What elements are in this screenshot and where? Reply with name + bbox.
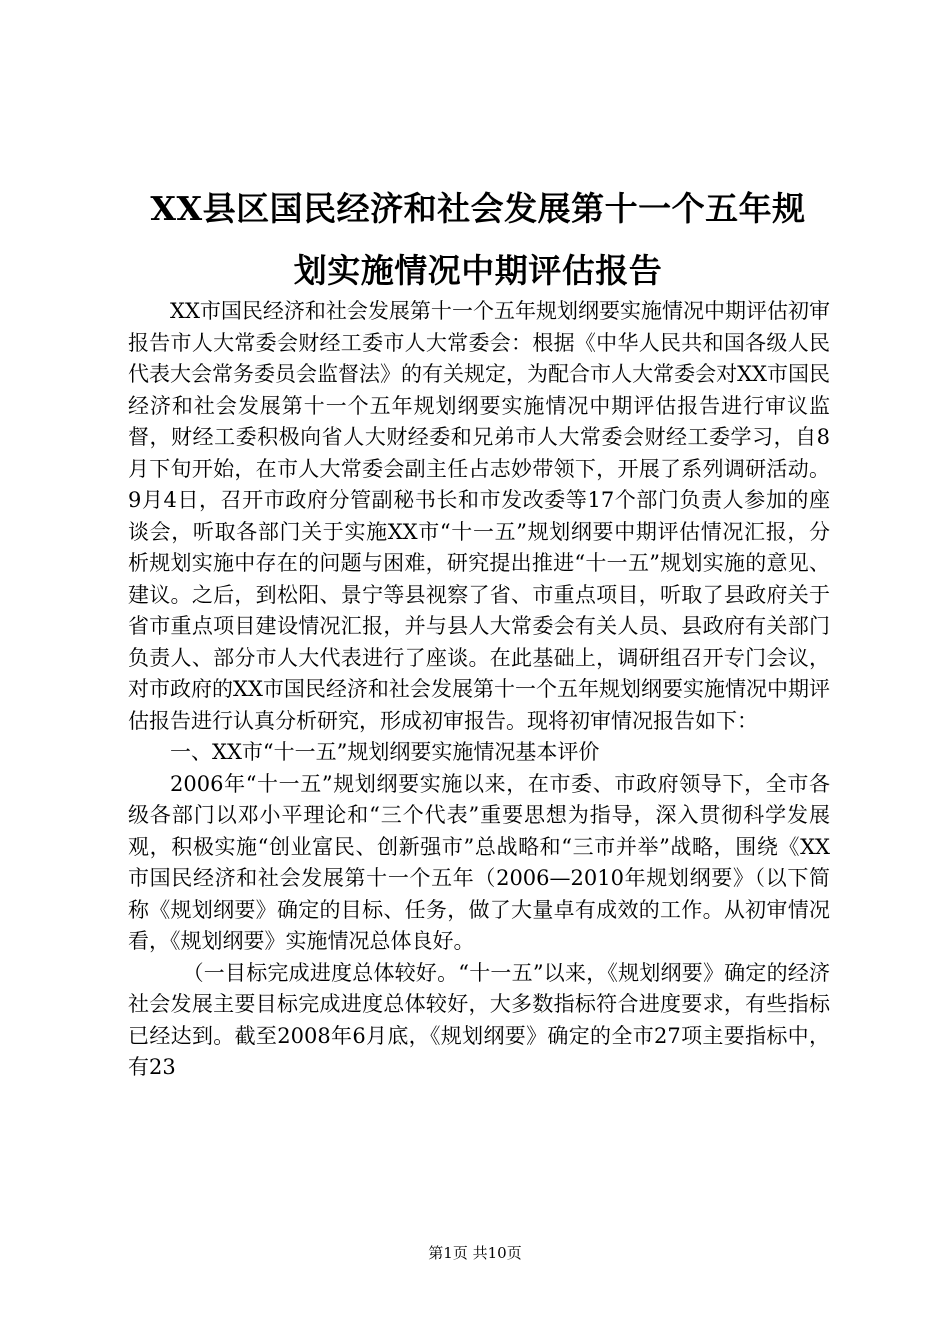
section-heading-1: 一、XX市“十一五”规划纲要实施情况基本评价 — [170, 740, 600, 764]
page-footer — [0, 1243, 950, 1263]
body-paragraph-3: （一目标完成进度总体较好。“十一五”以来，《规划纲要》确定的经济社会发展主要目标完成进度总体较好，大多数指标符合进度要求，有些指标已经达到。截至2008年6月底，《规划纲要》确定的全市27项主要指标中，有23 — [128, 960, 830, 1079]
document-title-line-2: 划实施情况中期评估报告 — [293, 251, 663, 290]
body-paragraph-1: XX市国民经济和社会发展第十一个五年规划纲要实施情况中期评估初审报告市人大常委会财经工委市人大常委会：根据《中华人民共和国各级人民代表大会常务委员会监督法》的有关规定，为配合市人大常委会对XX市国民经济和社会发展第十一个五年规划纲要实施情况中期评估报告进行审议监督，财经工委积极向省人大财经委和兄弟市人大常委会财经工委学习，自8月下旬开始，在市人大常委会副主任占志妙带领下，开展了系列调研活动。9月4日，召开市政府分管副秘书长和市发改委等17个部门负责人参加的座谈会，听取各部门关于实施XX市“十一五”规划纲要中期评估情况汇报，分析规划实施中存在的问题与困难，研究提出推进“十一五”规划实施的意见、建议。之后，到松阳、景宁等县视察了省、市重点项目，听取了县政府关于省市重点项目建设情况汇报，并与县人大常委会有关人员、县政府有关部门负责人、部分市人大代表进行了座谈。在此基础上，调研组召开专门会议，对市政府的XX市国民经济和社会发展第十一个五年规划纲要实施情况中期评估报告进行认真分析研究，形成初审报告。现将初审情况报告如下： — [128, 299, 830, 733]
document-title — [128, 178, 828, 302]
body-paragraph-2: 2006年“十一五”规划纲要实施以来，在市委、市政府领导下，全市各级各部门以邓小平理论和“三个代表”重要思想为指导，深入贯彻科学发展观，积极实施“创业富民、创新强市”总战略和“三市并举”战略，围绕《XX市国民经济和社会发展第十一个五年（2006—2010年规划纲要》（以下简称《规划纲要》确定的目标、任务，做了大量卓有成效的工作。从初审情况看，《规划纲要》实施情况总体良好。 — [128, 771, 830, 953]
document-title-line-1: XX县区国民经济和社会发展第十一个五年规 — [150, 189, 806, 228]
page-number-indicator: 第1页 共10页 — [428, 1244, 522, 1262]
document-body — [128, 296, 830, 1084]
